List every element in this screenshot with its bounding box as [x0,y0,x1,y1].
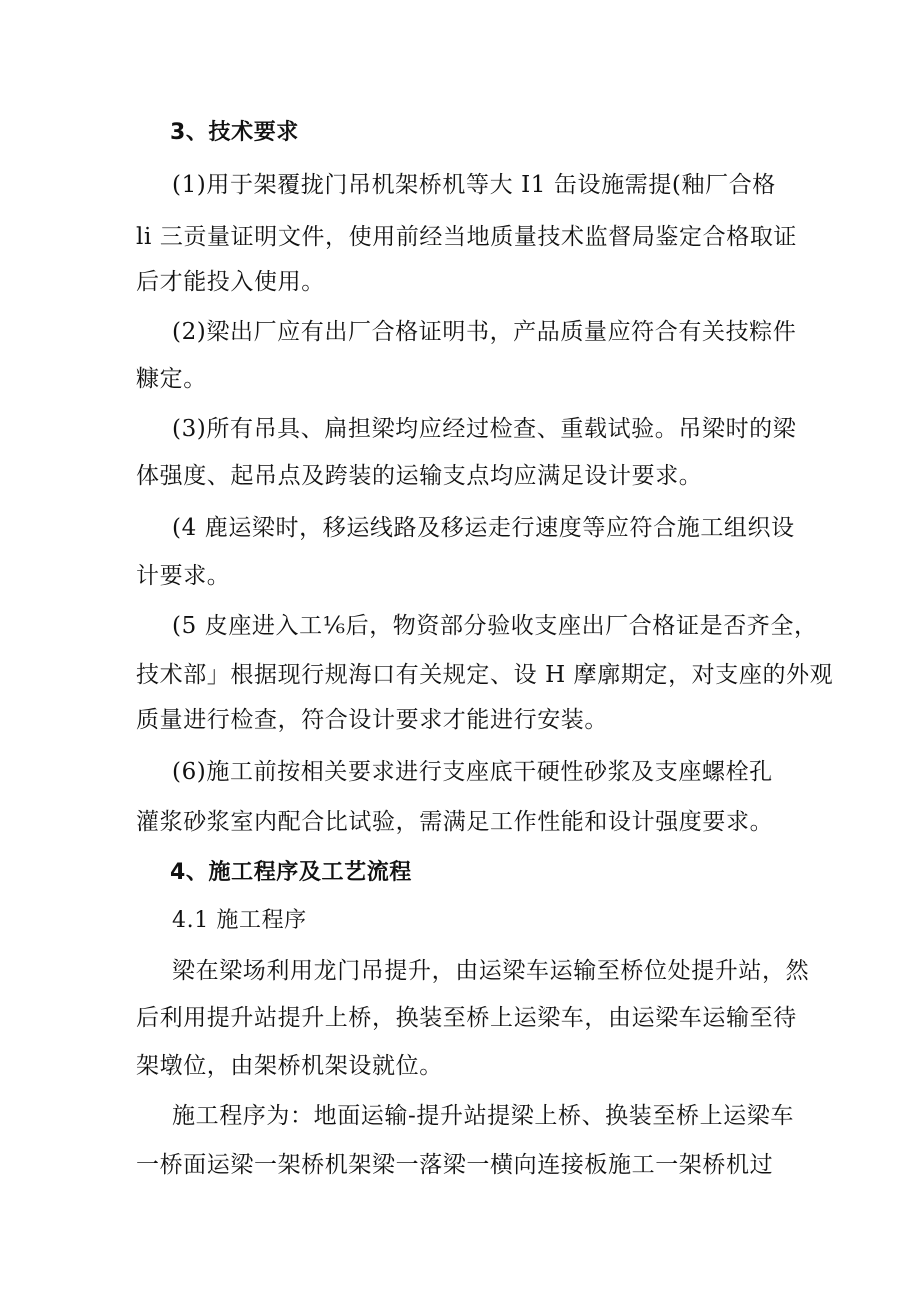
item-3-line-2: 体强度、起吊点及跨装的运输支点均应满足设计要求。 [136,463,703,489]
item-1-line-1: (1)用于架覆拢门吊机架桥机等大 I1 缶设施需提(釉厂合格 [172,172,776,198]
section-4-heading: 4、施工程序及工艺流程 [170,860,412,885]
section-4-1-heading: 4.1 施工程序 [172,908,307,933]
para-2-line-1: 施工程序为：地面运输-提升站提梁上桥、换装至桥上运梁车 [172,1103,794,1129]
para-1-line-2: 后利用提升站提升上桥，换装至桥上运梁车，由运梁车运输至待 [136,1005,797,1031]
item-6-line-1: (6)施工前按相关要求进行支座底干硬性砂浆及支座螺栓孔 [172,759,773,785]
item-4-line-1: (4 鹿运梁时，移运线路及移运走行速度等应符合施工组织设 [172,515,795,541]
item-1-line-3: 后才能投入使用。 [136,269,325,295]
section-3-heading: 3、技术要求 [170,120,299,145]
item-6-line-2: 灌浆砂浆室内配合比试验，需满足工作性能和设计强度要求。 [136,809,774,835]
item-5-line-1: (5 皮座进入工⅙后，物资部分验收支座出厂合格证是否齐全， [172,613,818,639]
item-2-line-1: (2)梁出厂应有出厂合格证明书，产品质量应符合有关技粽件 [172,319,797,345]
item-4-line-2: 计要求。 [136,563,231,589]
item-1-line-2: li 三贡量证明文件，使用前经当地质量技术监督局鉴定合格取证 [136,224,798,250]
para-2-line-2: 一桥面运梁一架桥机架梁一落梁一横向连接板施工一架桥机过 [136,1152,774,1178]
item-3-line-1: (3)所有吊具、扁担梁均应经过检查、重载试验。吊梁时的梁 [172,416,797,442]
para-1-line-3: 架墩位，由架桥机架设就位。 [136,1053,443,1079]
item-2-line-2: 糠定。 [136,366,207,392]
para-1-line-1: 梁在梁场利用龙门吊提升，由运梁车运输至桥位处提升站，然 [172,958,810,984]
item-5-line-3: 质量进行检查，符合设计要求才能进行安装。 [136,707,608,733]
item-5-line-2: 技术部」根据现行规海口有关规定、设 H 摩廓期定，对支座的外观 [136,662,834,688]
